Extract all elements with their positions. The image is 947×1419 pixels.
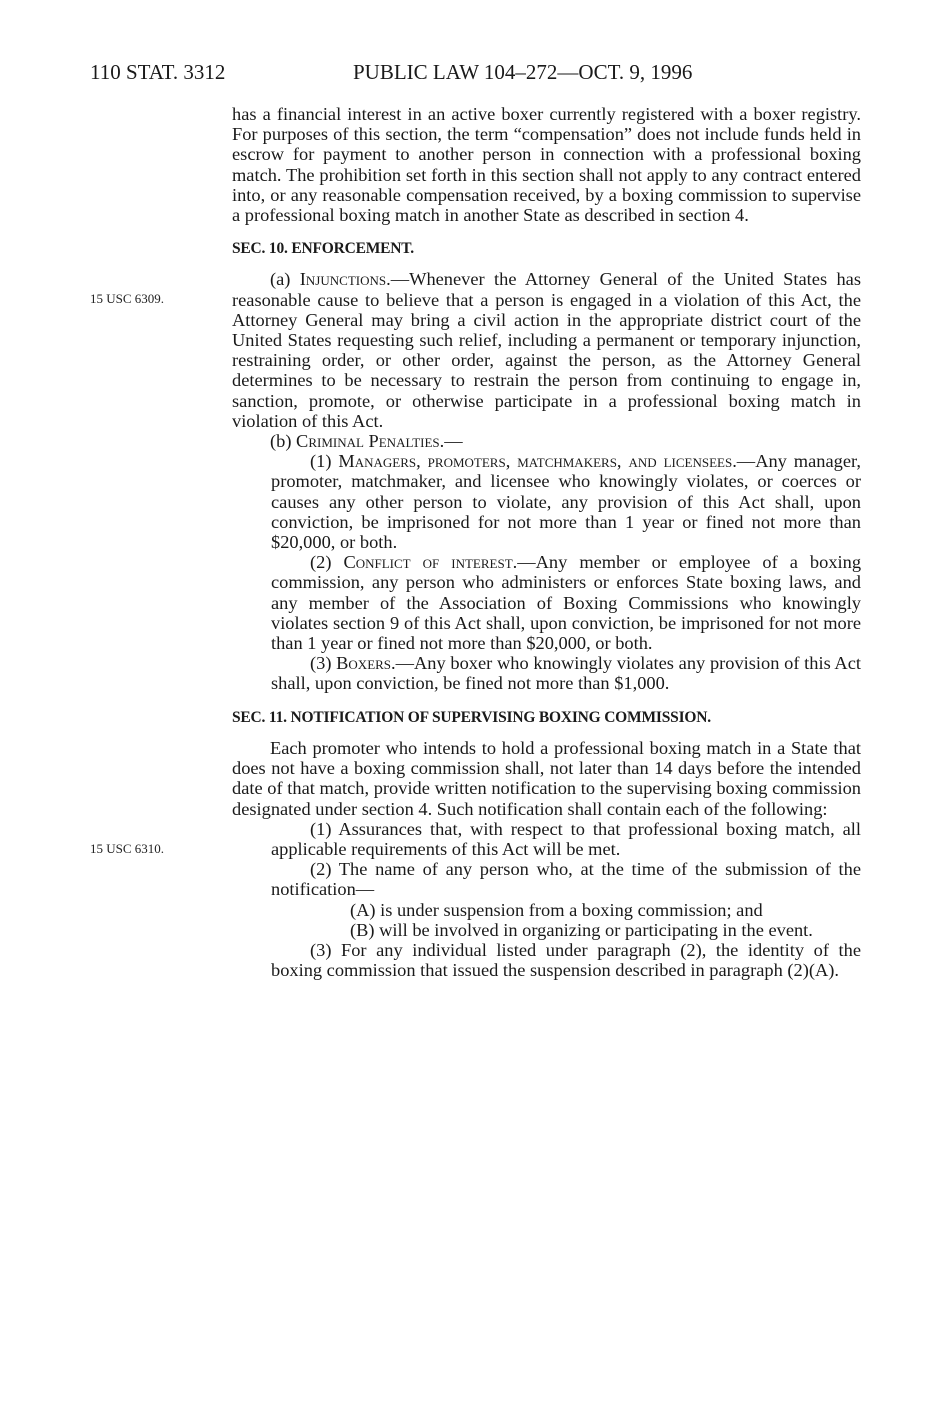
subsection-b-title: Criminal Penalties. bbox=[296, 431, 445, 452]
paragraph-b2 bbox=[232, 552, 861, 653]
public-law-title: PUBLIC LAW 104–272—OCT. 9, 1996 bbox=[353, 60, 693, 84]
paragraph-b1-text: —Any manager, promoter, matchmaker, and licensee who knowingly violates, or coerces or causes any other person to violate, any provision of this Act shall, upon conviction, be imprisoned for not more than 1 year or fined not more than $20,000, or both. bbox=[271, 451, 861, 553]
section-11-item-3: (3) For any individual listed under paragraph (2), the identity of the boxing commission that issued the suspension described in paragraph (2)(A). bbox=[271, 939, 861, 981]
section-11-item-2b: (B) will be involved in organizing or participating in the event. bbox=[350, 919, 813, 940]
subsection-b bbox=[232, 431, 861, 451]
paragraph-b1-label: (1) bbox=[310, 451, 339, 472]
subsection-a-label: (a) bbox=[270, 269, 300, 290]
section-11-item-2: (2) The name of any person who, at the time of the submission of the notification— bbox=[271, 859, 861, 900]
subsection-a-title: Injunctions. bbox=[299, 269, 391, 290]
section-11-item-1: (1) Assurances that, with respect to that professional boxing match, all applicable requirements of this Act will be met. bbox=[271, 818, 861, 859]
section-10-heading: SEC. 10. ENFORCEMENT. bbox=[232, 240, 414, 258]
paragraph-b1 bbox=[232, 451, 861, 552]
paragraph-b3-label: (3) bbox=[310, 653, 337, 674]
margin-note-usc-6310: 15 USC 6310. bbox=[90, 841, 165, 856]
paragraph-b3 bbox=[232, 653, 861, 693]
subsection-b-label: (b) bbox=[270, 431, 297, 452]
subsection-b-text: — bbox=[444, 431, 463, 452]
paragraph-b2-label: (2) bbox=[310, 552, 344, 573]
document-body bbox=[232, 104, 861, 980]
page-header bbox=[90, 60, 870, 92]
paragraph-b3-text: —Any boxer who knowingly violates any provision of this Act shall, upon conviction, be fined not more than $1,000. bbox=[271, 653, 861, 694]
section-11-item-2a: (A) is under suspension from a boxing commission; and bbox=[350, 899, 763, 920]
section-11-intro: Each promoter who intends to hold a professional boxing match in a State that does not have a boxing commission shall, not later than 14 days before the intended date of that match, provide written notification to the supervising boxing commission designated under section 4. Such notification shall contain each of the following: bbox=[232, 737, 861, 819]
subsection-a bbox=[232, 269, 861, 431]
paragraph-b2-text: —Any member or employee of a boxing commission, any person who administers or enforces State boxing laws, and any member of the Association of Boxing Commissions who knowingly violates section 9 of this Act shall, upon conviction, be imprisoned for not more than 1 year or fined not more than $20,000, or both. bbox=[271, 552, 862, 654]
margin-note-usc-6309: 15 USC 6309. bbox=[90, 291, 165, 306]
paragraph-b2-title: Conflict of interest. bbox=[343, 552, 518, 573]
paragraph-b1-title: Managers, promoters, matchmakers, and licensees. bbox=[338, 451, 737, 472]
statute-reference: 110 STAT. 3312 bbox=[90, 60, 226, 84]
subsection-a-text: —Whenever the Attorney General of the United States has reasonable cause to believe that a person is engaged in a violation of this Act, the Attorney General may bring a civil action in the appropriate district court of the United States requesting such relief, including a permanent or temporary injunction, restraining order, or other order, against the person, as the Attorney General determines to be necessary to restrain the person from continuing to engage in, sanction, promote, or otherwise participate in a professional boxing match in violation of this Act. bbox=[232, 269, 861, 431]
paragraph-b3-title: Boxers. bbox=[336, 653, 396, 674]
section-11-heading: SEC. 11. NOTIFICATION OF SUPERVISING BOXING COMMISSION. bbox=[232, 708, 711, 726]
continuation-paragraph: has a financial interest in an active boxer currently registered with a boxer registry. For purposes of this section, the term “compensation” does not include funds held in escrow for payment to another person in connection with a professional boxing match. The prohibition set forth in this section shall not apply to any contract entered into, or any reasonable compensation received, by a boxing commission to supervise a professional boxing match in another State as described in section 4. bbox=[232, 104, 861, 226]
